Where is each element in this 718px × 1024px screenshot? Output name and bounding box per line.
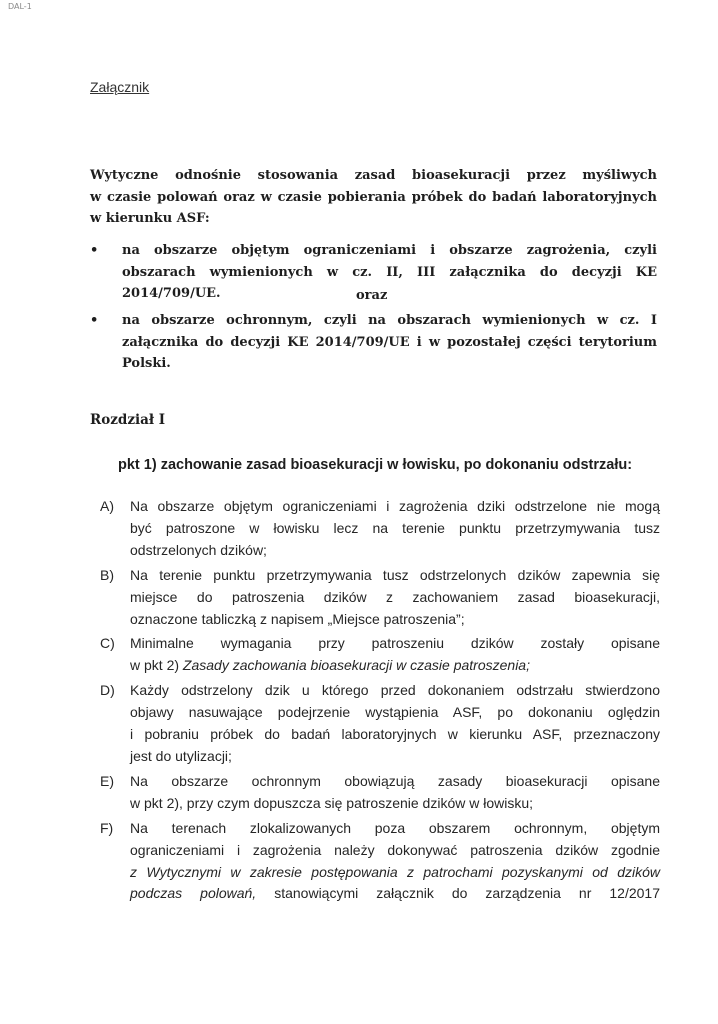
item-label: B)	[100, 566, 114, 583]
list-item	[100, 633, 660, 677]
item-line	[130, 883, 660, 905]
bullet-text: na obszarze objętym ograniczeniami i obszarze zagrożenia, czyli obszarach wymienionych w cz. II, III załącznika do decyzji KE 2014/709/UE.	[122, 243, 657, 302]
item-label: C)	[100, 635, 115, 652]
item-line: Na terenie punktu przetrzymywania tusz odstrzelonych dzików zapewnia się	[130, 566, 660, 583]
bullet-icon: •	[90, 243, 99, 258]
list-item	[100, 818, 660, 906]
item-line: Minimalne wymagania przy patroszeniu dzików zostały opisane	[130, 635, 660, 652]
item-line: być patroszone w łowisku lecz na terenie punktu przetrzymywania tusz	[130, 519, 660, 536]
item-line: objawy nasuwające podejrzenie wystąpienia ASF, po dokonaniu oględzin	[130, 704, 660, 721]
item-line-italic: Zasady zachowania bioasekuracji w czasie patroszenia;	[182, 657, 530, 674]
point-title: pkt 1) zachowanie zasad bioasekuracji w łowisku, po dokonaniu odstrzału:	[118, 457, 633, 473]
bullet-item	[90, 310, 657, 380]
item-label: E)	[100, 772, 114, 789]
intro-heading	[90, 165, 657, 230]
item-line: Na obszarze objętym ograniczeniami i zagrożenia dziki odstrzelone nie mogą	[130, 498, 660, 514]
scan-mark: DAL-1	[8, 2, 32, 11]
list-item	[100, 680, 660, 768]
item-line: w pkt 2), przy czym dopuszcza się patroszenie dzików w łowisku;	[130, 794, 534, 811]
item-line: ograniczeniami i zagrożenia należy dokonywać patroszenia dzików zgodnie	[130, 841, 660, 858]
item-label: D)	[100, 682, 115, 699]
item-list	[100, 496, 660, 905]
attachment-label: Załącznik	[90, 79, 150, 95]
item-text	[130, 771, 660, 815]
intro-line: w kierunku ASF:	[90, 211, 210, 227]
item-label: F)	[100, 819, 114, 836]
item-line: Na obszarze ochronnym obowiązują zasady bioasekuracji opisane	[130, 772, 660, 789]
bullet-text: na obszarze ochronnym, czyli na obszarach wymienionych w cz. I załącznika do decyzji KE 2014/709/UE i w pozostałej części terytorium Polski.	[122, 313, 657, 372]
item-line: Każdy odstrzelony dzik u którego przed dokonaniem odstrzału stwierdzono	[130, 682, 660, 699]
intro-line: w czasie polowań oraz w czasie pobierania próbek do badań laboratoryjnych	[90, 189, 657, 205]
item-line: odstrzelonych dzików;	[130, 541, 267, 558]
item-line: i pobraniu próbek do badań laboratoryjnych w kierunku ASF, przeznaczony	[130, 726, 660, 743]
list-item	[100, 771, 660, 815]
item-text	[130, 680, 660, 768]
bullet-icon: •	[90, 313, 99, 328]
item-text	[130, 496, 660, 562]
item-line	[130, 655, 660, 677]
item-line: miejsce do patroszenia dzików z zachowaniem zasad bioasekuracji,	[130, 588, 660, 605]
item-line-rest: stanowiącymi załącznik do zarządzenia nr 12/2017	[256, 885, 661, 902]
intro-line: Wytyczne odnośnie stosowania zasad bioasekuracji przez myśliwych	[90, 168, 657, 183]
chapter-heading: Rozdział I	[90, 412, 166, 428]
item-line-prefix: w pkt 2)	[130, 657, 183, 674]
item-line: jest do utylizacji;	[130, 747, 232, 764]
item-line-italic: podczas polowań,	[130, 885, 257, 902]
list-item	[100, 565, 660, 631]
item-line: Na terenach zlokalizowanych poza obszarem ochronnym, objętym	[130, 819, 660, 836]
item-line: oznaczone tabliczką z napisem „Miejsce patroszenia”;	[130, 610, 465, 627]
item-text	[130, 818, 660, 906]
list-item	[100, 496, 660, 562]
item-text	[130, 565, 660, 631]
oraz-connector: oraz	[356, 288, 388, 303]
item-text	[130, 633, 660, 677]
item-label: A)	[100, 498, 114, 514]
item-line-italic: z Wytycznymi w zakresie postępowania z patrochami pozyskanymi od dzików	[130, 863, 660, 880]
